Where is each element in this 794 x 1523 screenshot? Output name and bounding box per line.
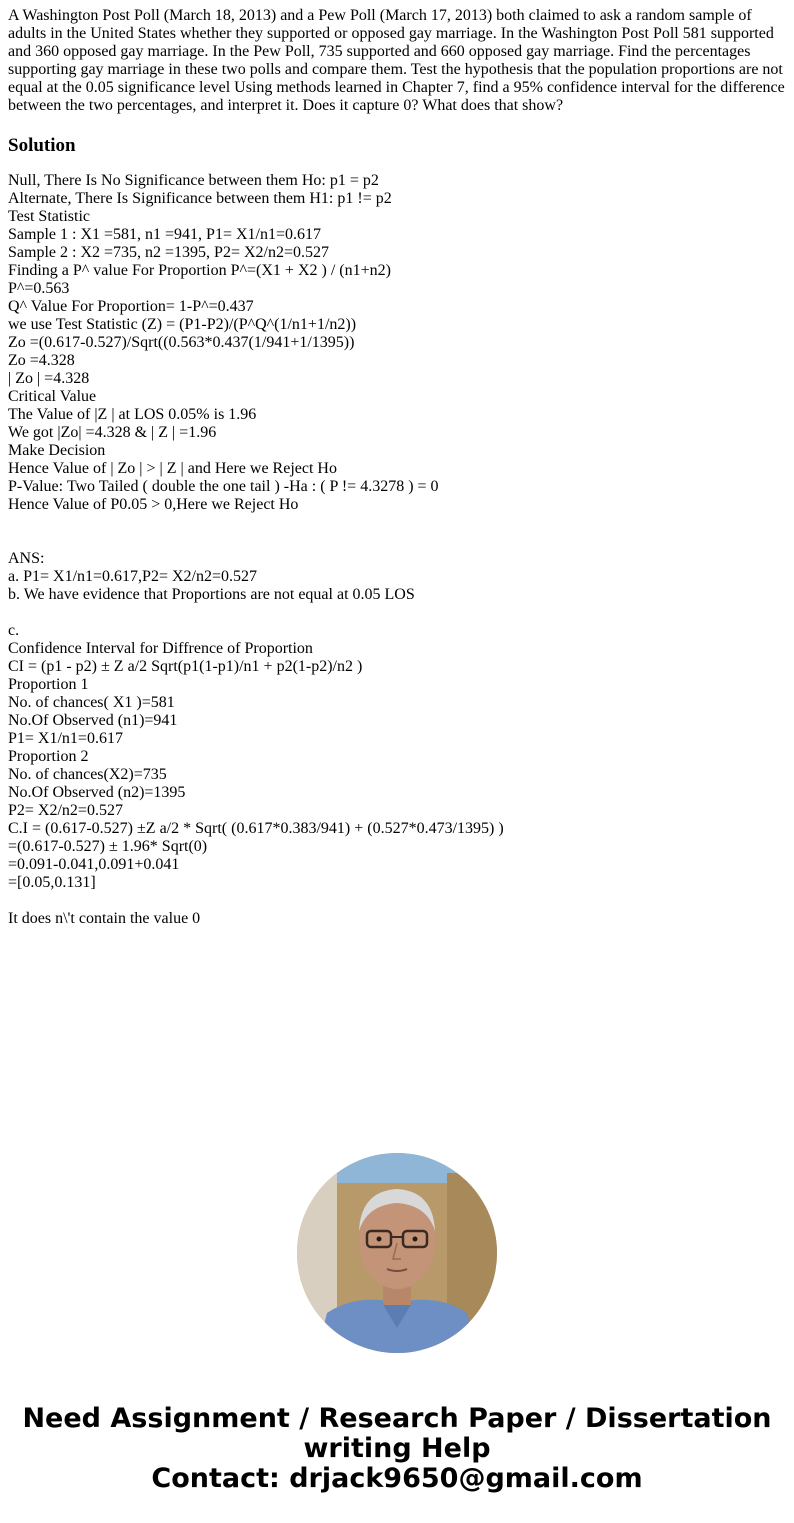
ci-line: Proportion 2 [8, 748, 89, 765]
solution-line: Sample 1 : X1 =581, n1 =941, P1= X1/n1=0.617 [8, 226, 321, 243]
solution-line: Make Decision [8, 442, 106, 459]
solution-line: Hence Value of P0.05 > 0,Here we Reject Ho [8, 496, 299, 513]
solution-line: | Zo | =4.328 [8, 370, 90, 387]
spacer [8, 514, 788, 532]
solution-lines [8, 172, 788, 928]
solution-line: P^=0.563 [8, 280, 70, 297]
ci-line: No. of chances( X1 )=581 [8, 694, 175, 711]
ci-line: CI = (p1 - p2) ± Z a/2 Sqrt(p1(1-p1)/n1 + p2(1-p2)/n2 ) [8, 658, 363, 675]
question-text: A Washington Post Poll (March 18, 2013) and a Pew Poll (March 17, 2013) both claimed to ask a random sample of adults in the United States whether they supported or opposed gay marriage. In the Washington Post Poll 581 supported and 360 opposed gay marriage. In the Pew Poll, 735 supported and 660 opposed gay marriage. Find the percentages supporting gay marriage in these two polls and compare them. Test the hypothesis that the population proportions are not equal at the 0.05 significance level Using methods learned in Chapter 7, find a 95% confidence interval for the difference between the two percentages, and interpret it. Does it capture 0? What does that show? [8, 7, 785, 114]
solution-line: We got |Zo| =4.328 & | Z | =1.96 [8, 424, 217, 441]
author-photo [297, 1153, 497, 1353]
ci-line: No.Of Observed (n1)=941 [8, 712, 178, 729]
spacer [8, 532, 788, 550]
footer-line-2: writing Help [303, 1433, 491, 1464]
spacer [8, 604, 788, 622]
ci-line: No.Of Observed (n2)=1395 [8, 784, 186, 801]
solution-line: Zo =4.328 [8, 352, 75, 369]
solution-line: The Value of |Z | at LOS 0.05% is 1.96 [8, 406, 257, 423]
ci-line: C.I = (0.617-0.527) ±Z a/2 * Sqrt( (0.617*0.383/941) + (0.527*0.473/1395) ) [8, 820, 504, 837]
footer-banner [0, 1404, 794, 1494]
solution-line: Alternate, There Is Significance between them H1: p1 != p2 [8, 190, 392, 207]
solution-line: Finding a P^ value For Proportion P^=(X1 + X2 ) / (n1+n2) [8, 262, 391, 279]
solution-line: we use Test Statistic (Z) = (P1-P2)/(P^Q^(1/n1+1/n2)) [8, 316, 357, 333]
solution-line: Critical Value [8, 388, 97, 405]
answer-line: ANS: [8, 550, 45, 567]
solution-line: P-Value: Two Tailed ( double the one tail ) -Ha : ( P != 4.3278 ) = 0 [8, 478, 439, 495]
solution-line: Test Statistic [8, 208, 90, 225]
solution-line: Null, There Is No Significance between them Ho: p1 = p2 [8, 172, 379, 189]
answer-line: b. We have evidence that Proportions are not equal at 0.05 LOS [8, 586, 415, 603]
solution-heading: Solution [8, 135, 76, 156]
solution-line: Hence Value of | Zo | > | Z | and Here we Reject Ho [8, 460, 337, 477]
author-photo-illustration [297, 1153, 497, 1353]
ci-line: No. of chances(X2)=735 [8, 766, 167, 783]
ci-line: Confidence Interval for Diffrence of Proportion [8, 640, 313, 657]
solution-line: Sample 2 : X2 =735, n2 =1395, P2= X2/n2=0.527 [8, 244, 329, 261]
ci-line: =(0.617-0.527) ± 1.96* Sqrt(0) [8, 838, 208, 855]
ci-line: P2= X2/n2=0.527 [8, 802, 123, 819]
spacer [8, 892, 788, 910]
document-body [8, 7, 788, 928]
conclusion-line: It does n\'t contain the value 0 [8, 910, 201, 927]
footer-line-1: Need Assignment / Research Paper / Dissertation [22, 1403, 772, 1434]
footer-contact: Contact: drjack9650@gmail.com [151, 1463, 643, 1494]
answer-line: a. P1= X1/n1=0.617,P2= X2/n2=0.527 [8, 568, 257, 585]
ci-line: c. [8, 622, 20, 639]
ci-line: =[0.05,0.131] [8, 874, 96, 891]
ci-line: =0.091-0.041,0.091+0.041 [8, 856, 180, 873]
ci-line: P1= X1/n1=0.617 [8, 730, 123, 747]
solution-line: Q^ Value For Proportion= 1-P^=0.437 [8, 298, 254, 315]
ci-line: Proportion 1 [8, 676, 89, 693]
solution-line: Zo =(0.617-0.527)/Sqrt((0.563*0.437(1/941+1/1395)) [8, 334, 355, 351]
